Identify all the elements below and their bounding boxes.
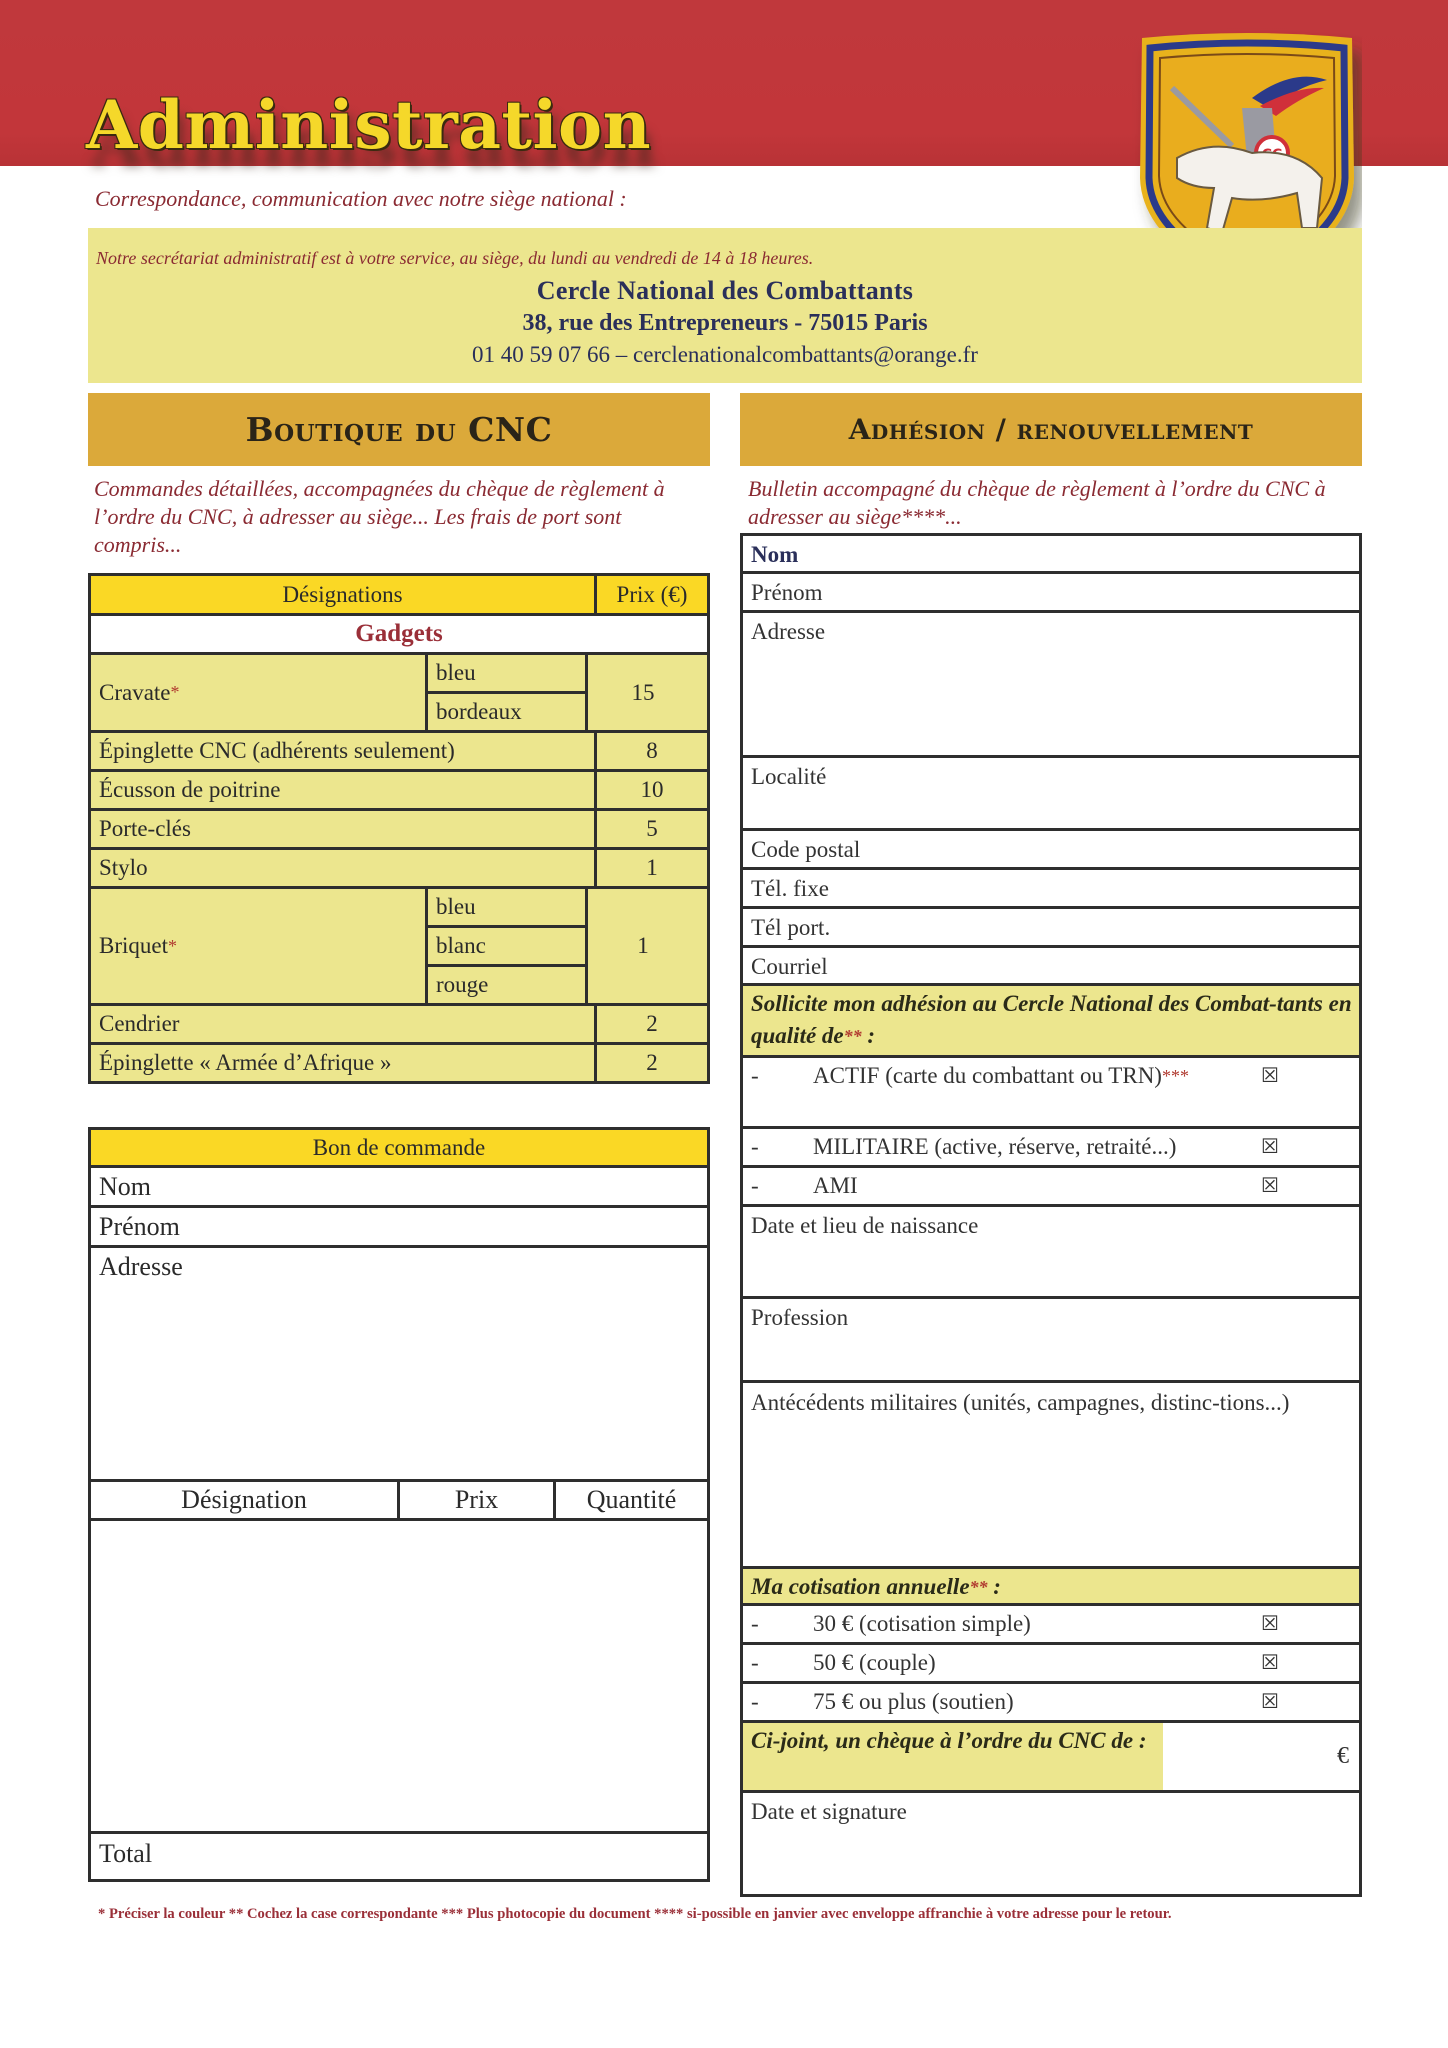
- order-form: [88, 1127, 710, 1882]
- order-prenom-field[interactable]: Prénom: [91, 1208, 707, 1248]
- organization-address: 38, rue des Entrepreneurs - 75015 Paris: [522, 310, 928, 336]
- category-label: Gadgets: [355, 620, 443, 647]
- fee-option-soutien[interactable]: - 75 € ou plus (soutien) ☒: [743, 1684, 1359, 1723]
- variant: rouge: [428, 964, 585, 1003]
- membership-form: [740, 533, 1362, 1897]
- order-form-heading: Bon de commande: [91, 1130, 707, 1168]
- euro-sign: €: [1337, 1743, 1349, 1769]
- page-title: Administration: [86, 86, 652, 164]
- variant: bleu: [436, 660, 476, 685]
- checkbox-icon[interactable]: ☒: [1261, 1065, 1279, 1087]
- cheque-row: [743, 1723, 1359, 1793]
- table-row: [91, 652, 707, 730]
- member-adresse-field[interactable]: Adresse: [743, 613, 1359, 758]
- category-row: [91, 613, 707, 652]
- item-price: 15: [585, 655, 698, 730]
- table-row: [91, 730, 707, 769]
- option-label: 75 € ou plus (soutien): [813, 1689, 1014, 1714]
- order-adresse-field[interactable]: Adresse: [91, 1248, 707, 1482]
- item-price: 10: [594, 772, 707, 808]
- column-header-designation: Désignation: [91, 1482, 400, 1518]
- table-row: [91, 847, 707, 886]
- boutique-price-table: [88, 573, 710, 1084]
- variant-list: [425, 655, 585, 730]
- item-name: Cravate *: [99, 679, 180, 705]
- item-price: 2: [594, 1006, 707, 1042]
- item-name: Briquet *: [99, 933, 177, 958]
- fee-option-couple[interactable]: - 50 € (couple) ☒: [743, 1645, 1359, 1684]
- option-label: 50 € (couple): [813, 1650, 936, 1675]
- checkbox-icon[interactable]: ☒: [1261, 1175, 1279, 1197]
- status-option-actif[interactable]: - ACTIF (carte du combattant ou TRN)*** ☒: [743, 1058, 1359, 1129]
- fee-prompt: Ma cotisation annuelle** :: [743, 1569, 1359, 1606]
- status-option-militaire[interactable]: - MILITAIRE (active, réserve, retraité...) ☒: [743, 1129, 1359, 1168]
- item-name: Stylo: [99, 855, 148, 880]
- cheque-label: Ci-joint, un chèque à l’ordre du CNC de :: [743, 1723, 1163, 1790]
- column-header-price: Prix (€): [594, 576, 707, 613]
- column-header-designation: Désignations: [282, 581, 403, 607]
- member-antecedents-field[interactable]: Antécédents militaires (unités, campagnes, distinc-tions...): [743, 1383, 1359, 1569]
- item-price: 1: [594, 850, 707, 886]
- checkbox-icon[interactable]: ☒: [1261, 1652, 1279, 1674]
- member-code-postal-field[interactable]: Code postal: [743, 831, 1359, 870]
- order-lines-area[interactable]: [91, 1521, 707, 1834]
- order-nom-field[interactable]: Nom: [91, 1168, 707, 1208]
- item-price: 8: [594, 733, 707, 769]
- item-name: Écusson de poitrine: [99, 777, 281, 802]
- fee-option-simple[interactable]: - 30 € (cotisation simple) ☒: [743, 1606, 1359, 1645]
- option-label: AMI: [813, 1173, 858, 1198]
- item-price: 5: [594, 811, 707, 847]
- boutique-intro: Commandes détaillées, accompagnées du chèque de règlement à l’ordre du CNC, à adresser au siège... Les frais de port sont compris...: [94, 476, 665, 557]
- option-label: MILITAIRE (active, réserve, retraité...): [813, 1134, 1177, 1159]
- member-nom-field[interactable]: Nom: [743, 536, 1359, 574]
- page-subtitle: Correspondance, communication avec notre siège national :: [95, 186, 627, 211]
- boutique-heading: Boutique du CNC: [88, 393, 710, 466]
- member-profession-field[interactable]: Profession: [743, 1299, 1359, 1383]
- checkbox-icon[interactable]: ☒: [1261, 1691, 1279, 1713]
- column-header-quantity: Quantité: [586, 1485, 677, 1514]
- variant-list: [425, 889, 585, 1003]
- member-naissance-field[interactable]: Date et lieu de naissance: [743, 1207, 1359, 1299]
- order-columns-header: [91, 1482, 707, 1521]
- item-name: Épinglette CNC (adhérents seulement): [99, 738, 455, 763]
- option-label: ACTIF (carte du combattant ou TRN)***: [813, 1063, 1189, 1088]
- item-name: Épinglette « Armée d’Afrique »: [99, 1050, 392, 1075]
- member-courriel-field[interactable]: Courriel: [743, 948, 1359, 986]
- footnotes: * Préciser la couleur ** Cochez la case correspondante *** Plus photocopie du document **** si-possible en janvier avec enveloppe affranchie à votre adresse pour le retour.: [98, 1906, 1172, 1922]
- variant: bleu: [436, 894, 476, 919]
- table-row: [91, 769, 707, 808]
- variant: blanc: [428, 925, 585, 964]
- checkbox-icon[interactable]: ☒: [1261, 1613, 1279, 1635]
- contact-info-box: [88, 228, 1362, 383]
- cheque-amount-field[interactable]: [1163, 1723, 1359, 1790]
- column-header-price: Prix: [400, 1482, 556, 1518]
- member-tel-fixe-field[interactable]: Tél. fixe: [743, 870, 1359, 909]
- order-total-field[interactable]: Total: [99, 1839, 153, 1868]
- option-label: 30 € (cotisation simple): [813, 1611, 1031, 1636]
- organization-name: Cercle National des Combattants: [536, 276, 914, 305]
- member-prenom-field[interactable]: Prénom: [743, 574, 1359, 613]
- status-option-ami[interactable]: - AMI ☒: [743, 1168, 1359, 1207]
- item-price: 1: [585, 889, 698, 1003]
- member-signature-field[interactable]: Date et signature: [751, 1799, 907, 1824]
- member-tel-port-field[interactable]: Tél port.: [743, 909, 1359, 948]
- checkbox-icon[interactable]: ☒: [1261, 1136, 1279, 1158]
- office-hours: Notre secrétariat administratif est à votre service, au siège, du lundi au vendredi de 14 à 18 heures.: [96, 248, 814, 268]
- organization-contact: 01 40 59 07 66 – cerclenationalcombattants@orange.fr: [472, 342, 978, 367]
- table-row: [91, 1042, 707, 1081]
- table-header-row: [91, 576, 707, 613]
- item-name: Cendrier: [99, 1011, 180, 1036]
- table-row: [91, 1003, 707, 1042]
- membership-heading: Adhésion / renouvellement: [740, 393, 1362, 466]
- table-row: [91, 886, 707, 1003]
- member-localite-field[interactable]: Localité: [743, 758, 1359, 831]
- membership-intro: Bulletin accompagné du chèque de règlement à l’ordre du CNC à adresser au siège****...: [748, 476, 1326, 529]
- item-name: Porte-clés: [99, 816, 191, 841]
- variant: bordeaux: [428, 691, 585, 730]
- status-prompt: Sollicite mon adhésion au Cercle National des Combat-tants en qualité de** :: [743, 986, 1359, 1058]
- table-row: [91, 808, 707, 847]
- item-price: 2: [594, 1045, 707, 1081]
